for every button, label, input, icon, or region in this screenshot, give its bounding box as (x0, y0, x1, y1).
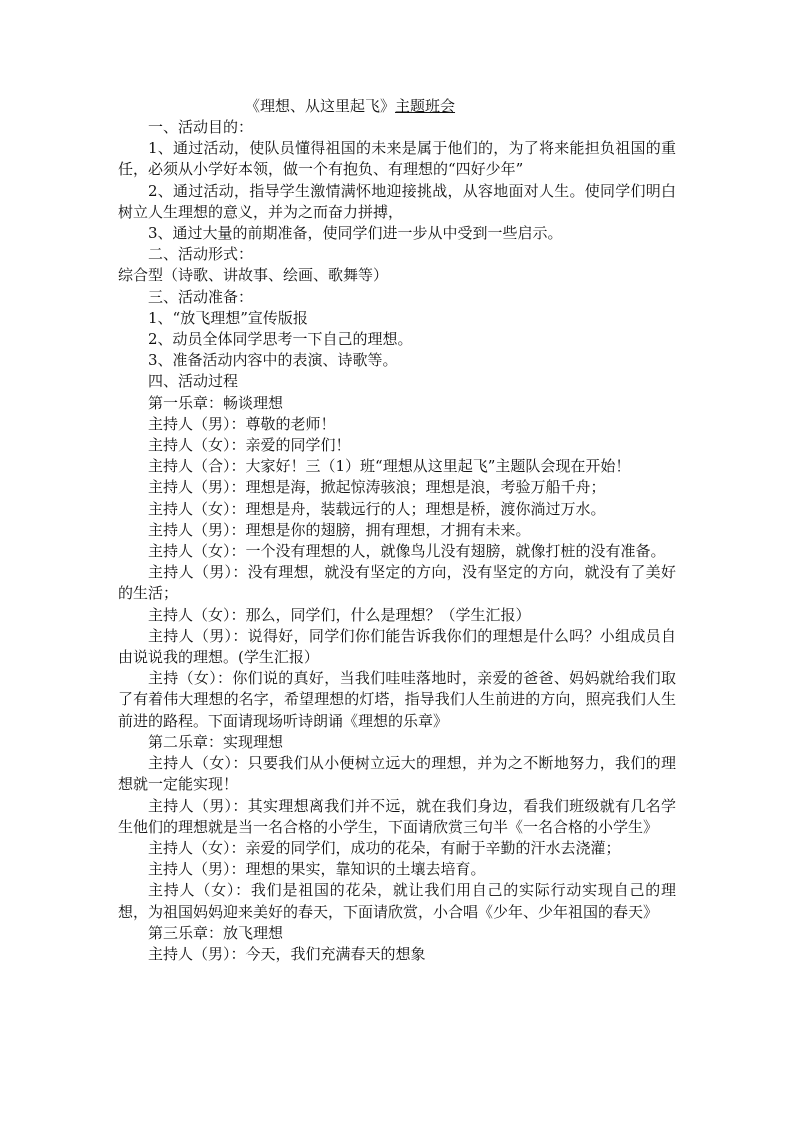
paragraph: 第三乐章：放飞理想 (148, 923, 284, 942)
paragraph: 主持人（男）：尊敬的老师！ (148, 414, 336, 433)
paragraph: 主持人（女）：亲爱的同学们！ (148, 436, 351, 455)
paragraph: 主持人（女）：亲爱的同学们，成功的花朵，有耐于辛勤的汗水去浇灌； (148, 838, 621, 857)
paragraph: 三、活动准备： (148, 287, 254, 306)
paragraph: 主持人（男）：其实理想离我们并不远，就在我们身边，看我们班级就有几名学生他们的理想就是当一名合格的小学生，下面请欣赏三句半《一名合格的小学生》 (118, 796, 676, 836)
paragraph: 主持人（女）：理想是舟，装载远行的人；理想是桥，渡你淌过万水。 (148, 499, 606, 518)
paragraph: 主持人（男）：今天，我们充满春天的想象 (148, 944, 426, 963)
title-suffix: 主题班会 (395, 97, 456, 115)
paragraph: 主持人（男）：没有理想，就没有坚定的方向，没有坚定的方向，就没有了美好的生活； (118, 563, 676, 603)
paragraph: 主持人（男）：理想是海，掀起惊涛骇浪；理想是浪，考验万船千舟； (148, 478, 606, 497)
paragraph: 第二乐章：实现理想 (148, 732, 284, 751)
paragraph: 四、活动过程 (148, 372, 239, 391)
paragraph: 主持人（男）：理想的果实，靠知识的土壤去培育。 (148, 860, 486, 879)
paragraph: 主持（女）：你们说的真好，当我们哇哇落地时，亲爱的爸爸、妈妈就给我们取了有着伟大理想的名字，希望理想的灯塔，指导我们人生前进的方向，照亮我们人生前进的路程。下面请现场听诗朗诵《理想的乐章》 (118, 669, 676, 730)
paragraph: 二、活动形式： (148, 245, 254, 264)
paragraph: 主持人（女）：那么，同学们，什么是理想？（学生汇报） (148, 605, 531, 624)
document-page (118, 96, 676, 965)
paragraph: 2、通过活动，指导学生激情满怀地迎接挑战，从容地面对人生。使同学们明白树立人生理想的意义，并为之而奋力拼搏， (118, 181, 676, 221)
paragraph: 1、“放飞理想”宣传版报 (148, 308, 308, 327)
paragraph: 主持人（女）：一个没有理想的人，就像鸟儿没有翅膀，就像打桩的没有准备。 (148, 542, 666, 561)
paragraph: 1、通过活动，使队员懂得祖国的未来是属于他们的，为了将来能担负祖国的重任，必须从小学好本领，做一个有抱负、有理想的“四好少年” (118, 139, 676, 179)
paragraph: 主持人（女）：我们是祖国的花朵，就让我们用自己的实际行动实现自己的理想，为祖国妈妈迎来美好的春天，下面请欣赏，小合唱《少年、少年祖国的春天》 (118, 881, 676, 921)
paragraph: 第一乐章：畅谈理想 (148, 393, 284, 412)
document-title (118, 96, 676, 117)
paragraph: 主持人（女）：只要我们从小便树立远大的理想，并为之不断地努力，我们的理想就一定能实现！ (118, 754, 676, 794)
title-main: 《理想、从这里起飞》 (245, 97, 396, 115)
paragraph: 3、准备活动内容中的表演、诗歌等。 (148, 351, 398, 370)
paragraph: 3、通过大量的前期准备，使同学们进一步从中受到一些启示。 (148, 224, 563, 243)
paragraph: 主持人（男）：说得好，同学们你们能告诉我你们的理想是什么吗？小组成员自由说说我的理想。(学生汇报） (118, 626, 676, 667)
paragraph: 主持人（男）：理想是你的翅膀，拥有理想，才拥有未来。 (148, 520, 531, 539)
paragraph: 综合型（诗歌、讲故事、绘画、歌舞等） (118, 266, 389, 285)
paragraph: 2、动员全体同学思考一下自己的理想。 (148, 330, 413, 349)
paragraph: 主持人（合）：大家好！三（1）班“理想从这里起飞”主题队会现在开始！ (148, 457, 631, 476)
paragraph: 一、活动目的： (148, 118, 254, 136)
